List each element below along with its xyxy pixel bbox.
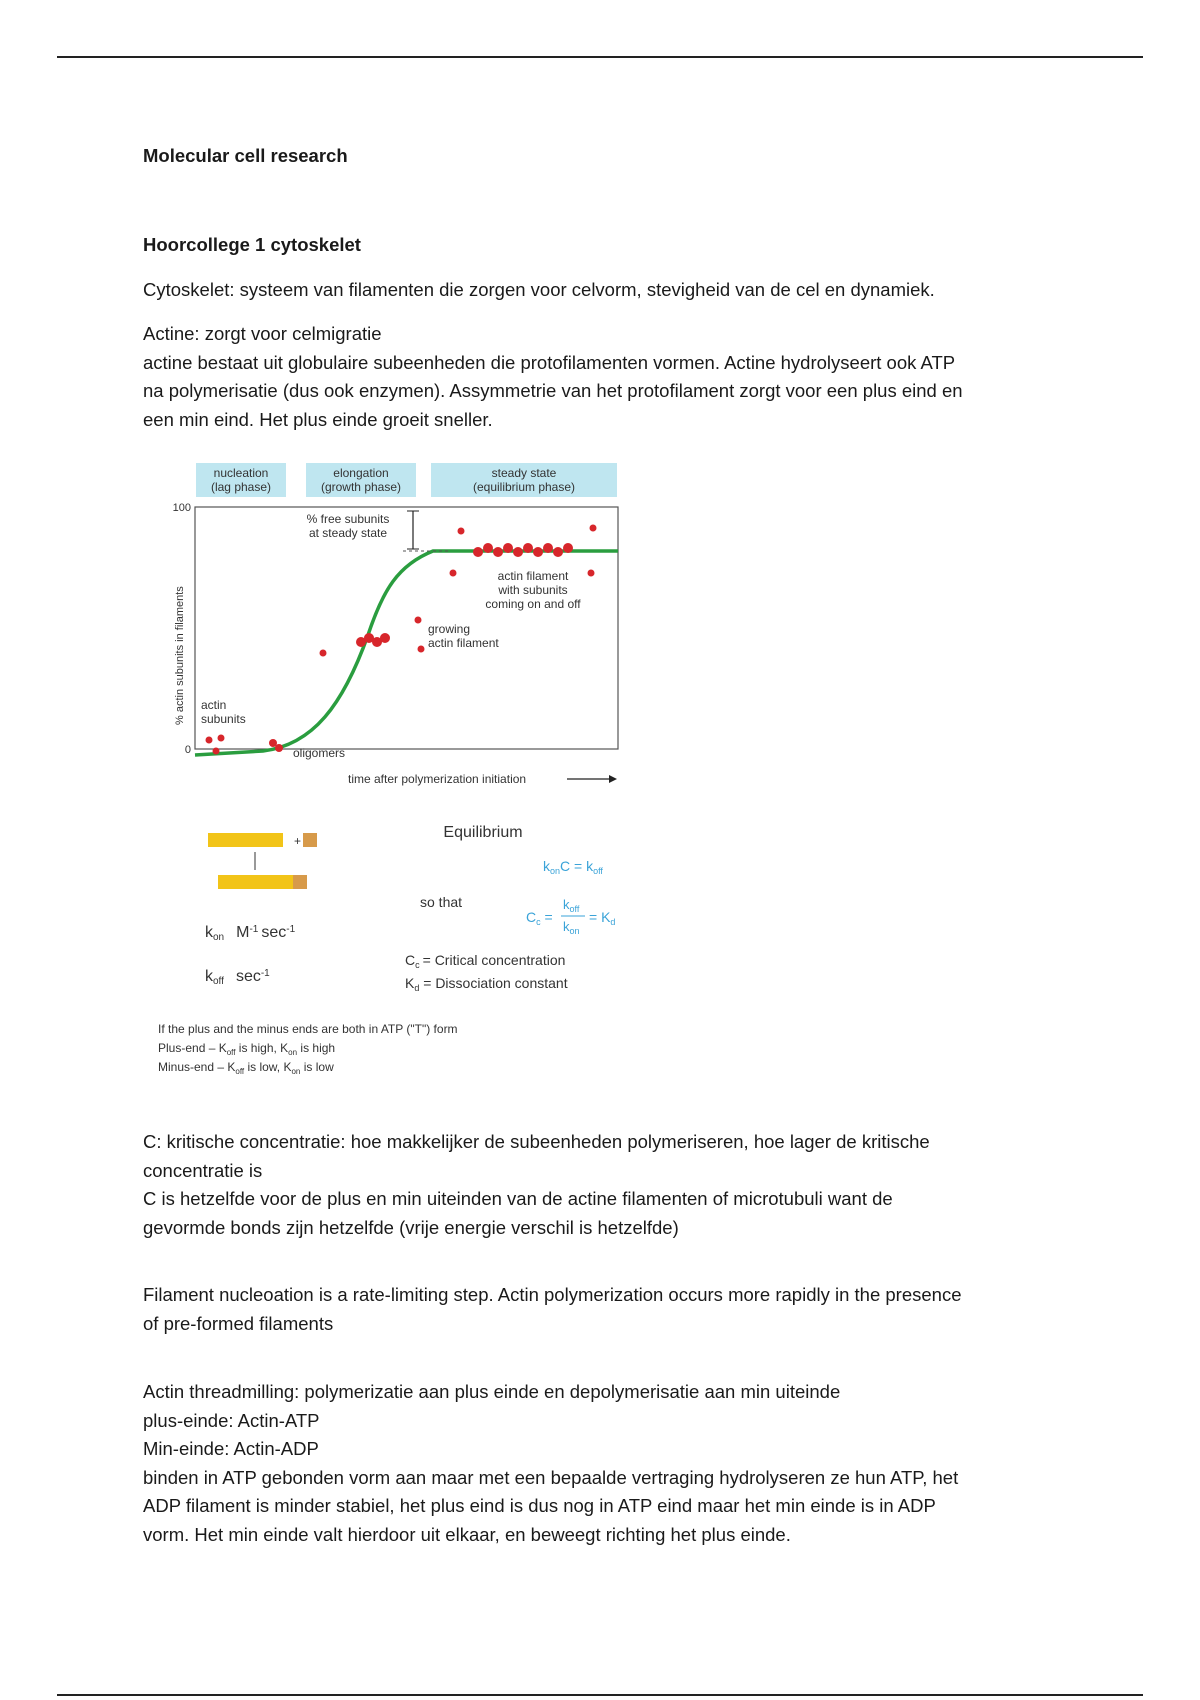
text-line: actine bestaat uit globulaire subeenheden die protofilamenten vormen. Actine hydrolyseert ook ATP	[143, 351, 956, 373]
text-line: of pre-formed filaments	[143, 1312, 334, 1334]
subunit-box	[303, 833, 317, 847]
note-line-3: Minus-end – $K_{off}$ is low, $K_{on}$ is low	[158, 1060, 334, 1076]
label-actin-filament-3: coming on and off	[485, 597, 581, 611]
paragraph-cytoskelet: Cytoskelet: systeem van filamenten die zorgen voor celvorm, stevigheid van de cel en dynamiek.	[143, 279, 935, 300]
text-line: C is hetzelfde voor de plus en min uiteinden van de actine filamenten of microtubuli want de	[143, 1188, 893, 1209]
label-growing: growing	[428, 622, 471, 636]
x-axis-arrowhead	[609, 775, 617, 783]
label-actin-subunits-2: subunits	[201, 712, 246, 726]
y-axis-label: % actin subunits in filaments	[174, 586, 186, 725]
text-line: plus-einde: Actin-ATP	[143, 1409, 320, 1431]
note-line-2: Plus-end – $K_{off}$ is high, $K_{on}$ is high	[158, 1041, 336, 1057]
equation-2-den: $k_{on}$	[563, 919, 580, 936]
filament-bar	[208, 833, 283, 847]
text-line: gevormde bonds zijn hetzelfde (vrije energie verschil is hetzelfde)	[143, 1216, 679, 1238]
text-line: een min eind. Het plus einde groeit sneller.	[143, 408, 493, 430]
phase-elongation-sub: (growth phase)	[320, 480, 402, 494]
text-line: Actine: zorgt voor celmigratie	[143, 323, 382, 344]
so-that-label: so that	[420, 894, 463, 910]
equation-2-rhs: = $K_d$	[589, 909, 616, 927]
label-oligomers: oligomers	[293, 746, 346, 760]
phase-steady-sub: (equilibrium phase)	[472, 480, 576, 494]
label-growing-2: actin filament	[428, 636, 499, 650]
y-tick-100: 100	[172, 502, 191, 514]
text-line: C: kritische concentratie: hoe makkelijker de subeenheden polymeriseren, hoe lager de kritische	[143, 1131, 930, 1152]
plus-sign: +	[294, 834, 302, 848]
y-tick-0: 0	[184, 744, 191, 756]
section-heading: Hoorcollege 1 cytoskelet	[143, 234, 361, 255]
dissociation-constant-def: $K_d$ = Dissociation constant	[405, 975, 568, 993]
text-line: Min-einde: Actin-ADP	[143, 1438, 319, 1459]
kon-units: kon $M^{-1}$ $\sec^{-1}$	[205, 924, 296, 943]
equation-2-num: $k_{off}$	[563, 897, 580, 914]
equilibrium-title: Equilibrium	[443, 824, 523, 841]
document-title: Molecular cell research	[143, 145, 348, 166]
label-actin-filament-2: with subunits	[498, 583, 568, 597]
equation-1: $k_{on}C = k_{off}$	[543, 858, 603, 876]
koff-units: koff $\sec^{-1}$	[205, 968, 270, 987]
polymerization-kinetics-figure	[143, 455, 623, 795]
note-line-1: If the plus and the minus ends are both in ATP ("T") form	[158, 1022, 458, 1036]
phase-nucleation-label: nucleation	[213, 466, 269, 480]
label-actin-subunits: actin	[201, 698, 227, 712]
critical-concentration-def: $C_c$ = Critical concentration	[405, 952, 566, 970]
equilibrium-figure	[143, 815, 623, 1085]
text-line: vorm. Het min einde valt hierdoor uit elkaar, en beweegt richting het plus einde.	[143, 1523, 791, 1545]
text-line: binden in ATP gebonden vorm aan maar met een bepaalde vertraging hydrolyseren ze hun ATP, het	[143, 1466, 959, 1488]
text-line: concentratie is	[143, 1159, 263, 1181]
text-line: Actin threadmilling: polymerizatie aan plus einde en depolymerisatie aan min uiteinde	[143, 1381, 841, 1402]
phase-elongation-label: elongation	[333, 466, 389, 480]
subunit-box-result	[293, 875, 307, 889]
label-free-subunits: % free subunits	[306, 512, 390, 526]
phase-nucleation-sub: (lag phase)	[210, 480, 272, 494]
text-line: ADP filament is minder stabiel, het plus eind is dus nog in ATP eind maar het min einde is in ADP	[143, 1495, 936, 1516]
filament-bar-result	[218, 875, 293, 889]
label-actin-filament: actin filament	[497, 569, 569, 583]
phase-steady-label: steady state	[491, 466, 557, 480]
text-line: Filament nucleoation is a rate-limiting step. Actin polymerization occurs more rapidly in the presence	[143, 1284, 962, 1305]
plot-frame	[195, 507, 618, 749]
equation-2-lhs: $C_c$ =	[526, 909, 553, 927]
top-rule	[57, 56, 1143, 58]
bottom-rule	[57, 1694, 1143, 1696]
label-free-subunits-2: at steady state	[308, 526, 388, 540]
text-line: na polymerisatie (dus ook enzymen). Assymmetrie van het protofilament zorgt voor een plus eind en	[143, 380, 963, 401]
x-axis-label: time after polymerization initiation	[348, 772, 527, 786]
